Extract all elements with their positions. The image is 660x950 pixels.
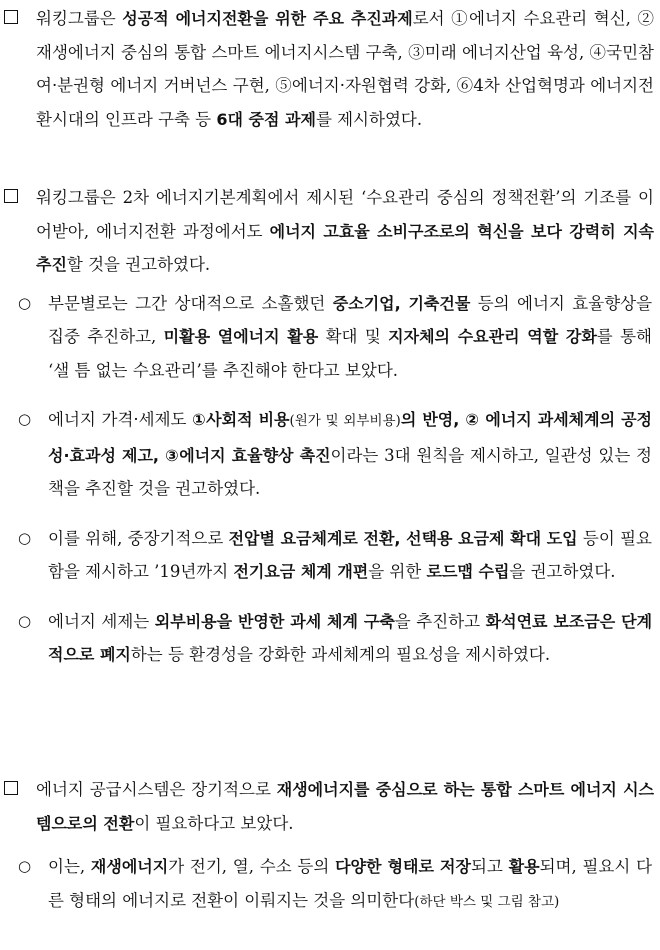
square-bullet-icon <box>4 781 18 795</box>
emphasis-text: 재생에너지 <box>90 857 169 876</box>
emphasis-text: 전기요금 체계 개편 <box>233 562 369 581</box>
paragraph-text <box>48 294 652 380</box>
text-run: 을 권고하였다. <box>509 562 616 581</box>
emphasis-text: 의 반영, ② 에너지 과세체계의 공정성·효과성 제고, ③에너지 효율향상 촉진 <box>48 410 652 465</box>
paragraph-text <box>48 410 652 498</box>
emphasis-text: 지자체의 수요관리 역할 강화 <box>388 327 597 346</box>
emphasis-text: 화석연료 보조금은 단계적으로 폐지 <box>48 611 653 664</box>
text-run: 이라는 3대 원칙을 제시하고, 일관성 있는 정책을 추진할 것을 권고하였다. <box>48 445 652 498</box>
circle-bullet-icon: ○ <box>18 857 32 875</box>
section-1 <box>0 2 660 136</box>
square-item <box>0 2 660 136</box>
emphasis-text: 다양한 형태로 저장 <box>335 857 471 876</box>
paragraph-text <box>48 612 652 665</box>
circle-bullet-icon: ○ <box>18 293 32 312</box>
text-run: 이 필요하다고 보았다. <box>134 813 294 833</box>
text-run: 이를 위해, 중장기적으로 <box>48 528 229 548</box>
text-run: 에너지 세제는 <box>48 611 155 631</box>
text-run: 를 제시하였다. <box>315 109 423 129</box>
emphasis-text: 성공적 에너지전환을 위한 주요 추진과제 <box>122 9 413 28</box>
circle-item <box>0 605 660 672</box>
circle-item <box>0 403 660 506</box>
section-3 <box>0 773 660 919</box>
text-run: 하는 등 환경성을 강화한 과세체계의 필요성을 제시하였다. <box>130 645 551 664</box>
paragraph-text <box>36 9 654 129</box>
text-run: (원가 및 외부비용) <box>289 413 401 429</box>
square-bullet-icon <box>4 10 18 24</box>
emphasis-text: 재생에너지를 중심으로 하는 통합 스마트 에너지 시스템으로의 전환 <box>36 780 654 833</box>
emphasis-text: ①사회적 비용 <box>192 410 290 429</box>
emphasis-text: 외부비용을 반영한 과세 체계 구축 <box>154 611 395 631</box>
text-run: 워킹그룹은 2차 에너지기본계획에서 제시된 ‘수요관리 중심의 정책전환’의 기조를 이어받아, 에너지전환 과정에서도 <box>36 188 654 241</box>
text-run: 을 추진하고 <box>394 611 486 631</box>
circle-bullet-icon: ○ <box>18 528 32 547</box>
text-run: (하단 박스 및 그림 참고) <box>414 893 560 910</box>
emphasis-text: 미활용 열에너지 활용 <box>163 327 319 346</box>
circle-item <box>0 850 660 919</box>
text-run: 에너지 가격·세제도 <box>48 410 193 429</box>
circle-bullet-icon: ○ <box>18 410 32 428</box>
text-run: 이는, <box>48 857 91 876</box>
text-run: 를 통해 ‘샐 틈 없는 수요관리’를 추진해야 한다고 보았다. <box>48 327 652 380</box>
text-run: 을 위한 <box>368 562 427 581</box>
text-run: 부문별로는 그간 상대적으로 소홀했던 <box>48 293 333 313</box>
emphasis-text: 에너지 고효율 소비구조로의 혁신을 보다 강력히 지속 추진 <box>36 221 654 274</box>
text-run: 등의 에너지 효율향상을 집중 추진하고, <box>48 293 653 346</box>
emphasis-text: 로드맵 수립 <box>426 562 510 581</box>
circle-bullet-icon: ○ <box>18 611 32 630</box>
text-run: 할 것을 권고하였다. <box>66 255 211 274</box>
text-run: 에너지 공급시스템은 장기적으로 <box>36 780 277 799</box>
emphasis-text: 활용 <box>508 857 540 876</box>
text-run: 가 전기, 열, 수소 등의 <box>168 857 336 876</box>
square-item <box>0 181 660 282</box>
paragraph-text <box>36 780 654 833</box>
emphasis-text: 6대 중점 과제 <box>216 109 316 129</box>
paragraph-text <box>48 857 652 910</box>
square-item <box>0 773 660 840</box>
circle-item <box>0 522 660 589</box>
text-run: 등이 필요함을 제시하고 ’19년까지 <box>48 528 652 581</box>
text-run: 워킹그룹은 <box>36 9 123 28</box>
text-run: 확대 및 <box>318 327 389 346</box>
text-run: 로서 ①에너지 수요관리 혁신, ②재생에너지 중심의 통합 스마트 에너지시스템 구축, ③미래 에너지산업 육성, ④국민참여·분권형 에너지 거버넌스 구현, ⑤에너지·자원협력 강화, ⑥4차 산업혁명과 에너지전환시대의 인프라 구축 등 <box>36 9 654 129</box>
section-2 <box>0 181 660 672</box>
paragraph-text <box>48 529 652 582</box>
square-bullet-icon <box>4 189 18 203</box>
paragraph-text <box>36 188 654 274</box>
circle-item <box>0 287 660 388</box>
emphasis-text: 중소기업, 기축건물 <box>332 293 471 313</box>
text-run: 되고 <box>470 857 509 876</box>
emphasis-text: 전압별 요금체계로 전환, 선택용 요금제 확대 도입 <box>228 528 578 548</box>
text-run: 되며, 필요시 다른 형태의 에너지로 전환이 이뤄지는 것을 의미한다 <box>48 857 653 910</box>
